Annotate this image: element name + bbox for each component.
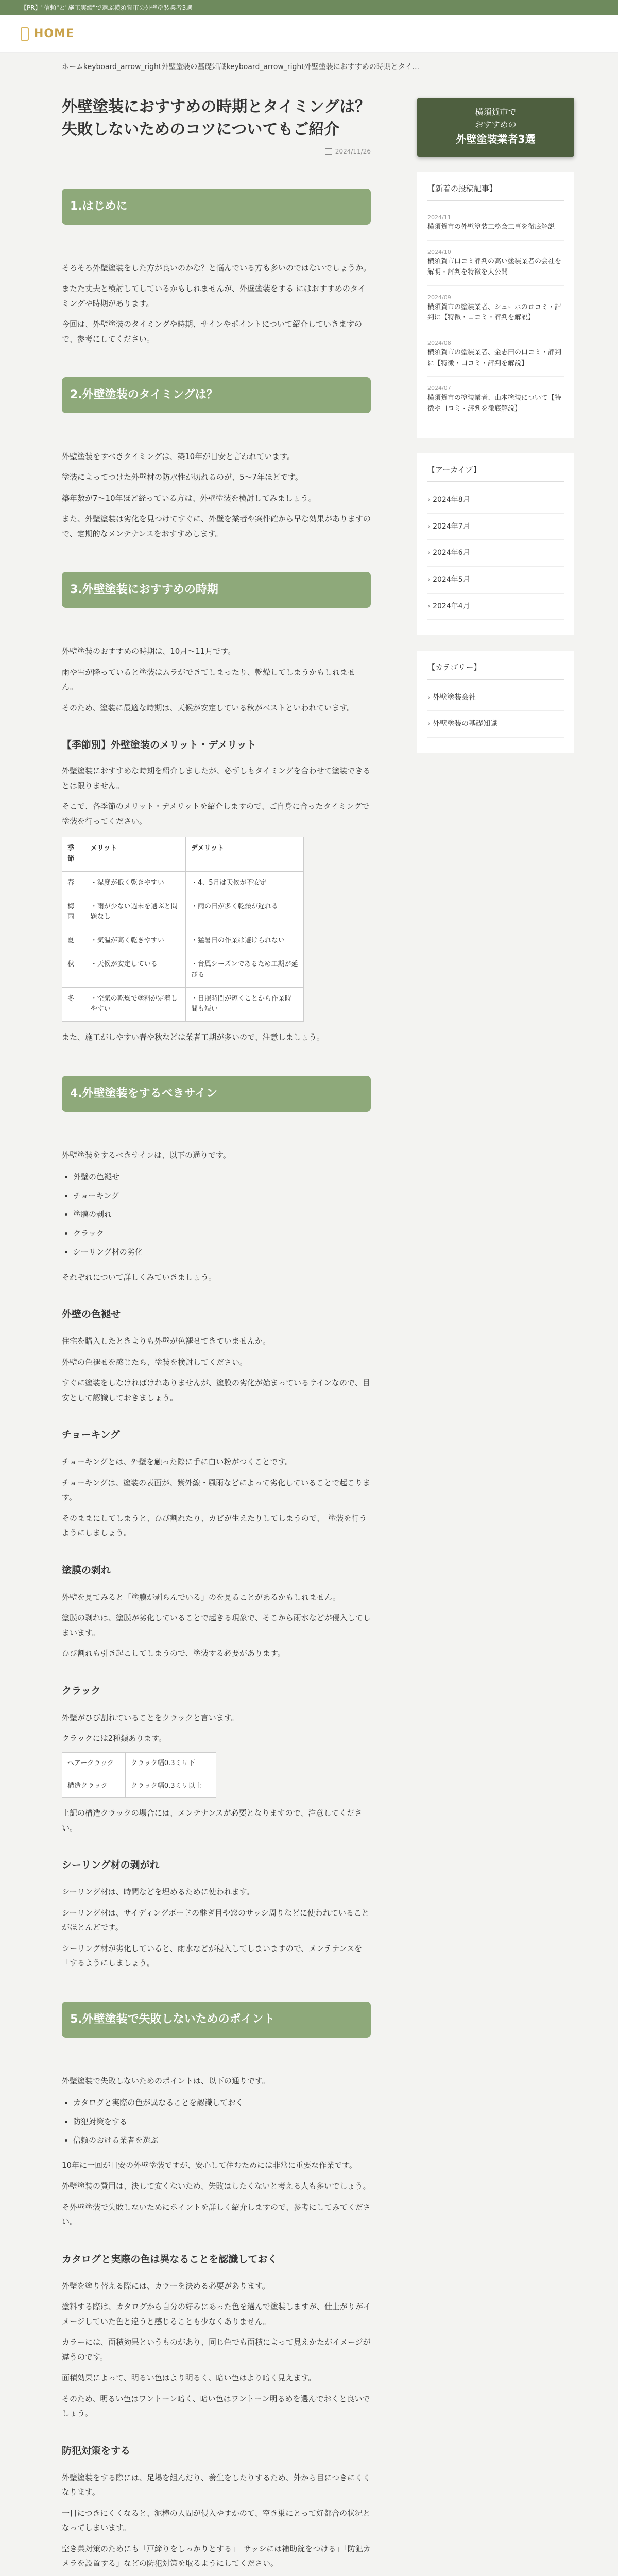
paragraph: 外壁を見てみると「塗膜が剥らんでいる」のを見ることがあるかもしれません。 xyxy=(62,1592,340,1602)
banner-line: 外壁塗装業者3選 xyxy=(456,133,536,145)
recent-title: 横須賀市の塗装業者、山本塗装について【特徴や口コミ・評判を徹底解説】 xyxy=(427,394,561,413)
paragraph: 住宅を購入したときよりも外壁が色褪せてきていませんか。 xyxy=(62,1336,271,1346)
article-main xyxy=(62,81,371,2576)
widget-title: 【カテゴリー】 xyxy=(427,660,564,680)
recent-posts-widget xyxy=(417,172,574,438)
recent-post-link[interactable] xyxy=(427,331,564,377)
list-item: • クラック xyxy=(73,1226,371,1241)
breadcrumb-category[interactable]: 外壁塗装の基礎知識 xyxy=(161,62,227,71)
ranking-banner[interactable] xyxy=(417,98,574,157)
table-cell: ・雨が少ない週末を選ぶと問題なし xyxy=(85,895,185,929)
paragraph: 面積効果によって、明るい色はより明るく、暗い色はより暗く見えます。 xyxy=(62,2373,316,2383)
archive-link[interactable]: › 2024年7月 xyxy=(427,514,564,540)
paragraph: シーリング材が劣化していると、雨水などが侵入してしまいますので、メンテナンスを「するようにしましょう。 xyxy=(62,1943,363,1968)
category-link[interactable]: › 外壁塗装の基礎知識 xyxy=(427,711,564,738)
paragraph: 外壁塗装で失敗しないためのポイントは、以下の通りです。 xyxy=(62,2076,270,2086)
list-item: • 防犯対策をする xyxy=(73,2114,371,2129)
paragraph: 10年に一回が目安の外壁塗装ですが、安心して住むためには非常に重要な作業です。 xyxy=(62,2160,357,2170)
paragraph: またた丈夫と検討してしているかもしれませんが、外壁塗装をする にはおすすめのタイミングや時期があります。 xyxy=(62,284,366,308)
recent-date: 2024/08 xyxy=(427,340,451,347)
subsection-heading: シーリング材の剥がれ xyxy=(62,1859,160,1871)
table-row xyxy=(62,1752,216,1775)
table-cell: ・雨の日が多く乾燥が遅れる xyxy=(186,895,304,929)
paragraph: 外壁の色褪せを感じたら、塗装を検討してください。 xyxy=(62,1357,248,1367)
site-header xyxy=(0,15,618,53)
paragraph: 塗装によってつけた外壁材の防水性が切れるのが、5〜7年ほどです。 xyxy=(62,472,303,482)
table-cell: ・猛暑日の作業は避けられない xyxy=(186,929,304,953)
signs-list xyxy=(73,1170,371,1260)
table-row xyxy=(62,953,304,988)
recent-title: 横須賀市の外壁塗装工務会工事を徹底解説 xyxy=(427,223,555,231)
table-cell: ・天候が安定している xyxy=(85,953,185,988)
table-cell: ・台風シーズンであるため工期が延びる xyxy=(186,953,304,988)
list-item: • シーリング材の劣化 xyxy=(73,1245,371,1260)
points-list xyxy=(73,2095,371,2148)
table-cell: ・日照時間が短くことから作業時間も短い xyxy=(186,987,304,1022)
table-cell: ・空気の乾燥で塗料が定着しやすい xyxy=(85,987,185,1022)
recent-date: 2024/07 xyxy=(427,385,451,392)
recent-date: 2024/09 xyxy=(427,294,451,301)
table-cell: クラック幅0.3ミリ下 xyxy=(126,1752,216,1775)
table-header: 季節 xyxy=(62,837,85,872)
table-row xyxy=(62,871,304,895)
paragraph: そのため、明るい色はワントーン暗く、暗い色はワントーン明るめを選んでおくと良いでしょう。 xyxy=(62,2394,370,2418)
table-header: メリット xyxy=(85,837,185,872)
paragraph: ひび割れも引き起こしてしまうので、塗装する必要があります。 xyxy=(62,1649,285,1658)
table-cell: 夏 xyxy=(62,929,85,953)
table-row xyxy=(62,1775,216,1798)
recent-post-link[interactable] xyxy=(427,206,564,241)
paragraph: 外壁を塗り替える際には、カラーを決める必要があります。 xyxy=(62,2281,270,2291)
list-item: • 信頼のおける業者を選ぶ xyxy=(73,2133,371,2148)
subsection-heading: クラック xyxy=(62,1685,101,1697)
logo-home-link[interactable]: HOME xyxy=(34,27,75,40)
table-row xyxy=(62,987,304,1022)
paragraph: 雨や雪が降っていると塗装はムラができてしまったり、乾燥してしまうかもしれません。 xyxy=(62,667,356,692)
recent-date: 2024/11 xyxy=(427,214,451,221)
recent-post-link[interactable] xyxy=(427,377,564,422)
widget-title: 【アーカイブ】 xyxy=(427,463,564,482)
paragraph: 一目につきにくくなると、泥棒の人間が侵入やすかのて、空き巣にとって好都合の状況となってしまいます。 xyxy=(62,2508,371,2533)
breadcrumb-current: 外壁塗装におすすめの時期とタイ... xyxy=(304,62,419,71)
paragraph: すぐに塗装をしなければけれありませんが、塗膜の劣化が始まっているサインなので、目安として認識しておきましょう。 xyxy=(62,1378,370,1402)
archive-link[interactable]: › 2024年6月 xyxy=(427,540,564,567)
widget-title: 【新着の投稿記事】 xyxy=(427,181,564,201)
paragraph: 空き巣対策のためにも「戸締りをしっかりとする」「サッシには補助錠をつける」「防犯カメラを設置する」などの防犯対策を取るようにしてください。 xyxy=(62,2544,371,2568)
section-heading: 5.外壁塗装で失敗しないためのポイント xyxy=(62,2002,371,2038)
crack-table xyxy=(62,1752,216,1798)
paragraph: カラーには、面積効果というものがあり、同じ色でも面積によって見えかたがイメージが違うのです。 xyxy=(62,2337,371,2362)
paragraph: そ外壁塗装で失敗しないためにポイントを詳しく紹介しますので、参考にしてみてください。 xyxy=(62,2202,371,2227)
paragraph: 今回は、外壁塗装のタイミングや時期、サインやポイントについて紹介していきますので、参考にしてください。 xyxy=(62,319,363,344)
recent-post-link[interactable] xyxy=(427,241,564,286)
list-item: • チョーキング xyxy=(73,1189,371,1204)
paragraph: シーリング材は、時間などを埋めるために使われます。 xyxy=(62,1887,254,1897)
archive-link[interactable]: › 2024年4月 xyxy=(427,594,564,620)
breadcrumb-arrow-icon: keyboard_arrow_right xyxy=(226,62,304,71)
table-header: デメリット xyxy=(186,837,304,872)
paragraph: また、外壁塗装は劣化を見つけてすぐに、外壁を業者や案件確から早な効果がありますので、定期的なメンテナンスをおすすめします。 xyxy=(62,514,371,538)
paragraph: 築年数が7〜10年ほど経っている方は、外壁塗装を検討してみましょう。 xyxy=(62,493,316,503)
subsection-heading: チョーキング xyxy=(62,1429,120,1441)
section-heading: 2.外壁塗装のタイミングは？ xyxy=(62,377,371,413)
table-cell: 梅雨 xyxy=(62,895,85,929)
paragraph: 外壁塗装のおすすめの時期は、10月〜11月です。 xyxy=(62,647,236,656)
door-icon[interactable] xyxy=(21,27,29,41)
archive-link[interactable]: › 2024年5月 xyxy=(427,567,564,594)
section-heading: 1.はじめに xyxy=(62,189,371,225)
paragraph: 外壁がひび割れていることをクラックと言います。 xyxy=(62,1713,239,1722)
table-cell: ・気温が高く乾きやすい xyxy=(85,929,185,953)
section-heading: 4.外壁塗装をするべきサイン xyxy=(62,1076,371,1112)
paragraph: また、施工がしやすい春や秋などは業者工期が多いので、注意しましょう。 xyxy=(62,1032,324,1042)
table-cell: 春 xyxy=(62,871,85,895)
paragraph: 外壁塗装をすべきタイミングは、築10年が目安と言われています。 xyxy=(62,451,295,461)
table-cell: ヘアークラック xyxy=(62,1752,126,1775)
list-item: • 塗膜の剥れ xyxy=(73,1207,371,1222)
paragraph: そのままにしてしまうと、ひび割れたり、カビが生えたりしてしまうので、 塗装を行うようにしましょう。 xyxy=(62,1513,367,1538)
season-merit-table xyxy=(62,837,304,1022)
paragraph: そのため、塗装に最適な時期は、天候が安定している秋がベストといわれています。 xyxy=(62,703,355,713)
sidebar xyxy=(417,81,574,2576)
page-title: 外壁塗装におすすめの時期とタイミングは？失敗しないためのコツについてもご紹介 xyxy=(62,98,371,139)
table-cell: 秋 xyxy=(62,953,85,988)
subsection-heading: カタログと実際の色は異なることを認識しておく xyxy=(62,2253,278,2265)
paragraph: チョーキングとは、外壁を触った際に手に白い粉がつくことです。 xyxy=(62,1457,293,1467)
paragraph: 塗膜の剥れは、塗膜が劣化していることで起きる現象で、そこから雨水などが侵入してしまいます。 xyxy=(62,1613,371,1637)
paragraph: 塗料する際は、カタログから自分の好みにあった色を選んで塗装しますが、仕上がりがイメージしていた色と違うと感じることも少なくありません。 xyxy=(62,2302,371,2326)
subsection-heading: 塗膜の剥れ xyxy=(62,1564,111,1576)
paragraph: 外壁塗装をするべきサインは、以下の通りです。 xyxy=(62,1150,231,1160)
list-item: • 外壁の色褪せ xyxy=(73,1170,371,1184)
breadcrumb-arrow-icon: keyboard_arrow_right xyxy=(83,62,162,71)
paragraph: 外壁塗装におすすめな時期を紹介しましたが、必ずしもタイミングを合わせて塗装できるとは限りません。 xyxy=(62,766,371,790)
category-link[interactable]: › 外壁塗装会社 xyxy=(427,685,564,711)
table-header-row xyxy=(62,837,304,872)
post-date: 2024/11/26 xyxy=(62,146,371,158)
archive-link[interactable]: › 2024年8月 xyxy=(427,487,564,514)
recent-post-link[interactable] xyxy=(427,286,564,331)
recent-title: 横須賀市の塗装業者、金志田の口コミ・評判に【特徴・口コミ・評判を解説】 xyxy=(427,348,562,367)
subsection-heading: 【季節別】外壁塗装のメリット・デメリット xyxy=(62,739,256,751)
section-heading: 3.外壁塗装におすすめの時期 xyxy=(62,572,371,608)
paragraph: 外壁塗装をする際には、足場を組んだり、養生をしたりするため、外から目につきにくくなります。 xyxy=(62,2472,371,2497)
recent-title: 横須賀市口コミ評判の高い塗装業者の会社を解明・評判を特徴を大公開 xyxy=(427,258,562,277)
paragraph: 外壁塗装の費用は、決して安くないため、失敗はしたくないと考える人も多いでしょう。 xyxy=(62,2181,371,2191)
paragraph: そこで、各季節のメリット・デメリットを紹介しますので、ご自身に合ったタイミングで塗装を行ってください。 xyxy=(62,802,370,826)
paragraph: シーリング材は、サイディングボードの継ぎ目や窓のサッシ周りなどに使われていることがほとんどです。 xyxy=(62,1908,369,1933)
table-cell: 冬 xyxy=(62,987,85,1022)
breadcrumb-home[interactable]: ホーム xyxy=(62,62,83,71)
list-item: • カタログと実際の色が異なることを認識しておく xyxy=(73,2095,371,2110)
breadcrumb xyxy=(0,53,618,81)
calendar-icon xyxy=(325,148,332,155)
table-cell: クラック幅0.3ミリ以上 xyxy=(126,1775,216,1798)
banner-line: おすすめの xyxy=(475,120,517,129)
table-row xyxy=(62,929,304,953)
table-cell: ・湿度が低く乾きやすい xyxy=(85,871,185,895)
table-cell: ・4、5月は天候が不安定 xyxy=(186,871,304,895)
recent-date: 2024/10 xyxy=(427,248,451,256)
table-row xyxy=(62,895,304,929)
paragraph: それぞれについて詳しくみていきましょう。 xyxy=(62,1272,216,1282)
paragraph: クラックには2種類あります。 xyxy=(62,1734,167,1743)
subsection-heading: 外壁の色褪せ xyxy=(62,1309,121,1320)
top-pr-bar: 【PR】"信頼"と"施工実績"で選ぶ横須賀市の外壁塗装業者3選 xyxy=(0,0,618,15)
paragraph: チョーキングは、塗装の表面が、紫外線・風雨などによって劣化していることで起こります。 xyxy=(62,1478,371,1502)
recent-title: 横須賀市の塗装業者、シューホのロコミ・評判に【特徴・口コミ・評判を解説】 xyxy=(427,303,561,322)
subsection-heading: 防犯対策をする xyxy=(62,2445,131,2456)
table-cell: 構造クラック xyxy=(62,1775,126,1798)
category-widget xyxy=(417,651,574,753)
archive-widget xyxy=(417,453,574,635)
banner-line: 横須賀市で xyxy=(475,107,517,117)
paragraph: 上記の構造クラックの場合には、メンテナンスが必要となりますので、注意してください。 xyxy=(62,1808,363,1833)
paragraph: そろそろ外壁塗装をした方が良いのかな？と悩んでいる方も多いのではないでしょうか。 xyxy=(62,263,371,273)
